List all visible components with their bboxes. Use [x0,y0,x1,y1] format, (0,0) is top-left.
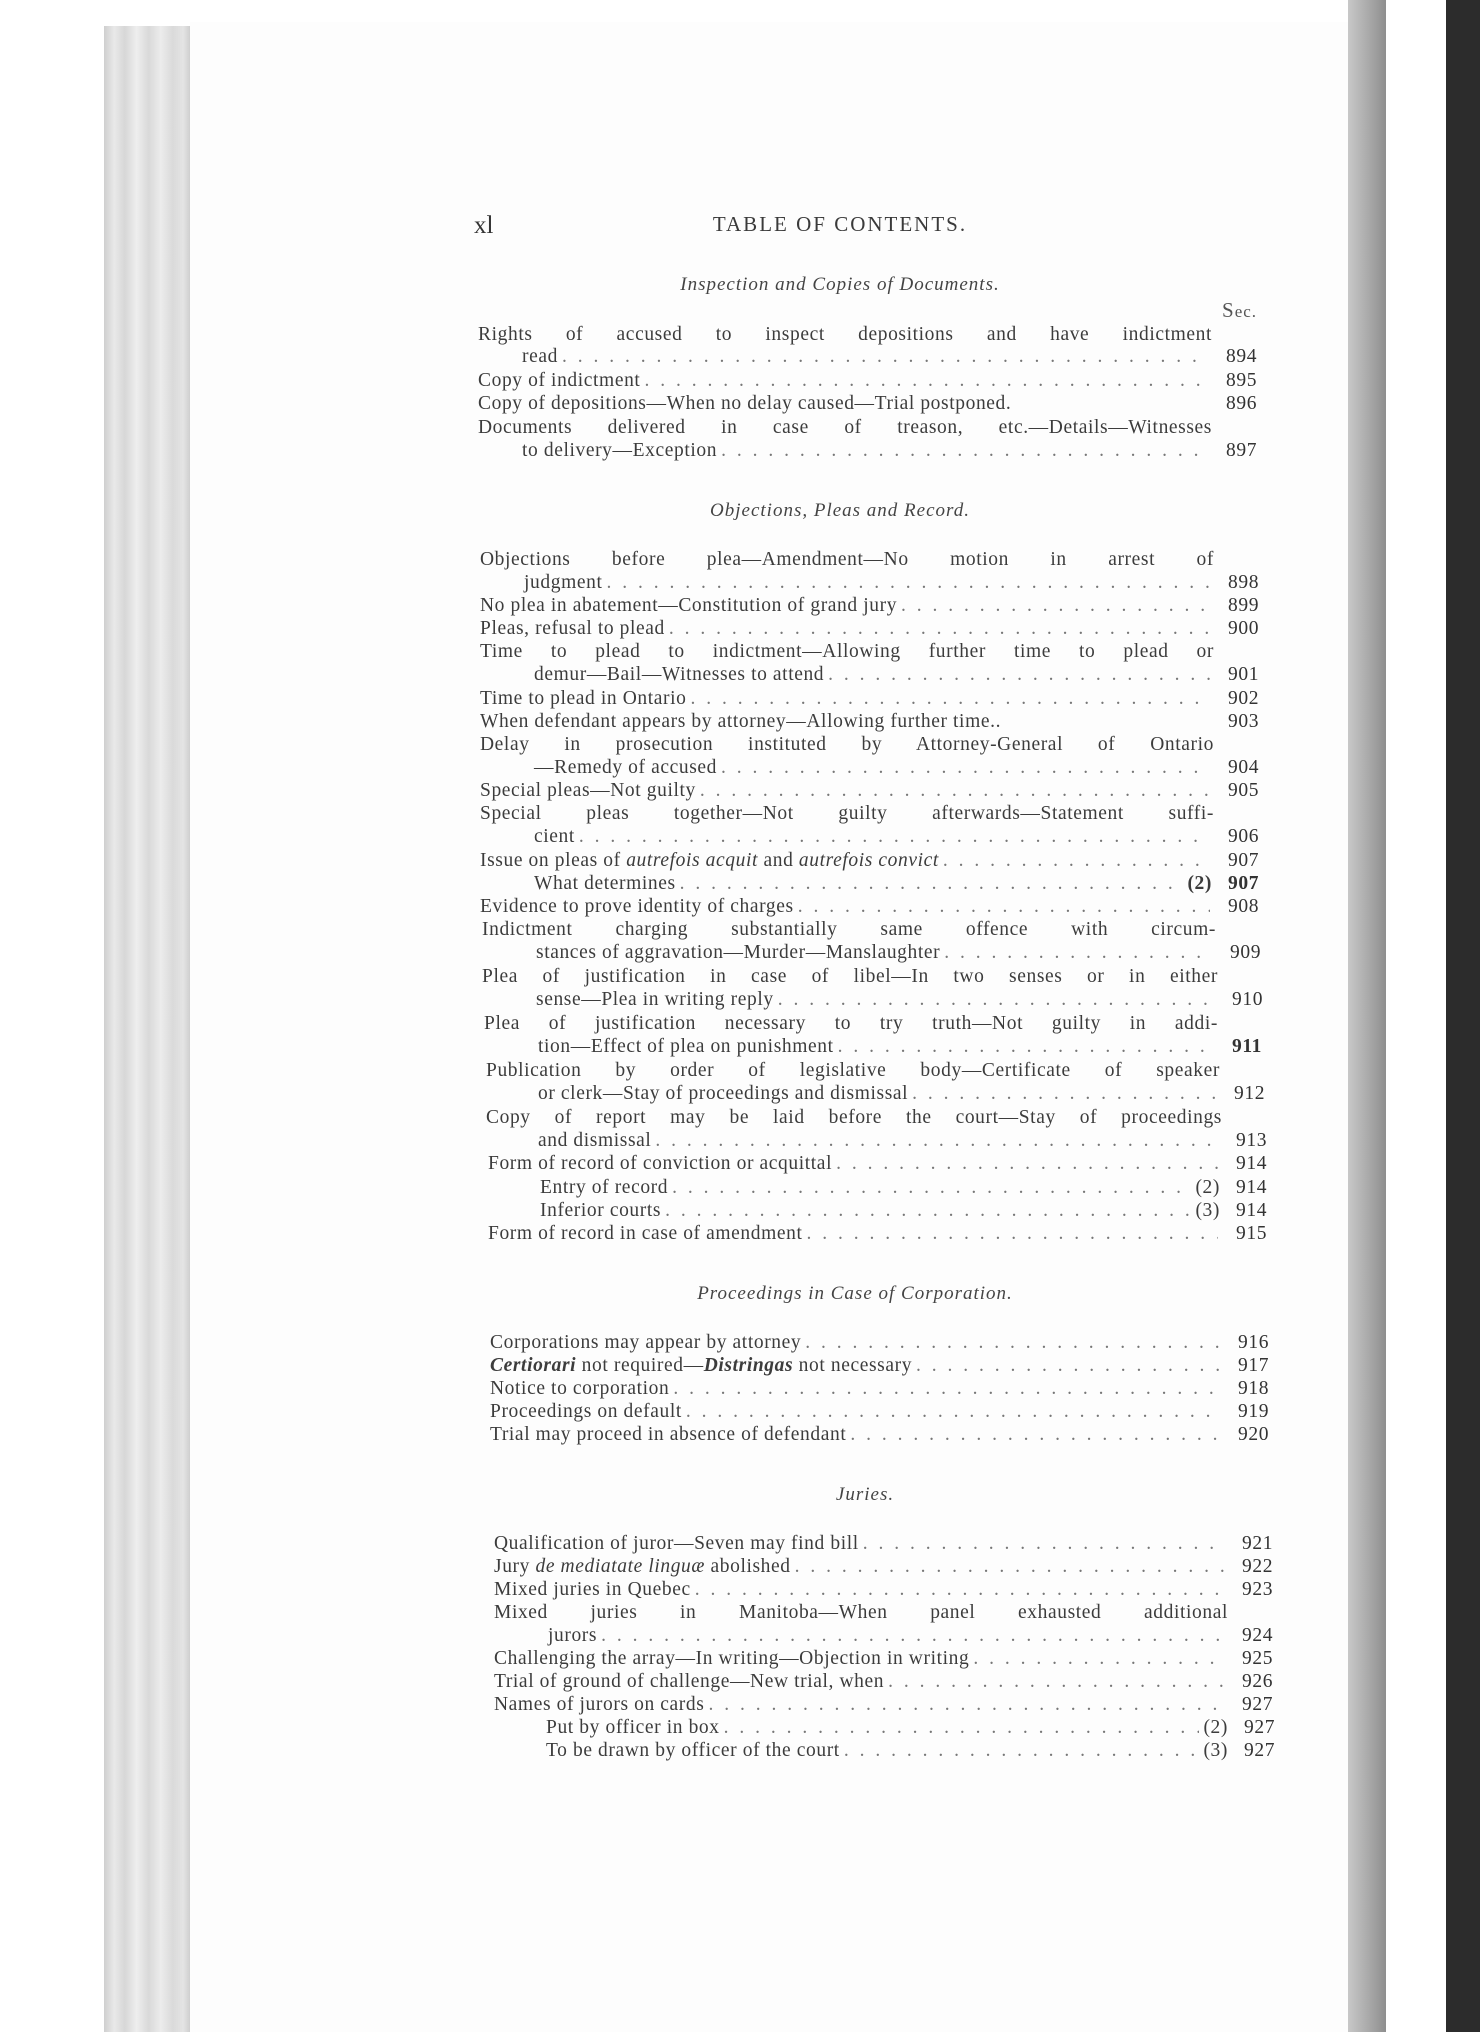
leader-dots [700,780,1210,802]
leader-dots [836,1153,1218,1175]
leader-dots [695,1579,1224,1601]
section-number: 914 [1236,1177,1268,1198]
toc-entry-898[interactable]: judgment . . . 898 [524,572,1214,594]
leader-dots [944,942,1212,964]
toc-entry-904-line1: Delay in prosecution instituted by Attorney-General of Ontario [480,734,1214,755]
section-number: 907 [1228,850,1260,871]
section-number: 922 [1242,1556,1274,1577]
section-number: 918 [1238,1378,1270,1399]
toc-entry-894[interactable]: read . . . 894 [522,346,1212,368]
toc-entry-927-sub3[interactable]: To be drawn by officer of the court . . . (3) 927 [546,1740,1230,1762]
leader-dots [579,826,1210,848]
section-number: 908 [1228,896,1260,917]
toc-entry-910[interactable]: sense—Plea in writing reply . . . 910 [536,989,1218,1011]
leader-dots [606,572,1210,594]
leader-dots [973,1648,1224,1670]
leader-dots [601,1625,1224,1647]
toc-entry-911-line1: Plea of justification necessary to try truth—Not guilty in addi- [484,1013,1218,1034]
section-number: 896 [1226,393,1258,414]
toc-entry-895[interactable]: Copy of indictment . . . 895 [478,370,1212,392]
section-number: 906 [1228,826,1260,847]
toc-entry-907[interactable]: Issue on pleas of autrefois acquit and autrefois convict . . . 907 [480,850,1214,872]
toc-entry-918[interactable]: Notice to corporation . . . 918 [490,1378,1224,1400]
section-number: 921 [1242,1533,1274,1554]
section-number: 912 [1234,1083,1266,1104]
toc-entry-898-line1: Objections before plea—Amendment—No motion in arrest of [480,549,1214,570]
toc-entry-927[interactable]: Names of jurors on cards . . . 927 [494,1694,1228,1716]
section-title-inspection: Inspection and Copies of Documents. [680,274,1000,295]
section-number: 910 [1232,989,1264,1010]
section-number: 901 [1228,664,1260,685]
leader-dots [655,1130,1218,1152]
toc-entry-913[interactable]: and dismissal . . . 913 [538,1130,1222,1152]
section-title-objections: Objections, Pleas and Record. [710,500,970,521]
toc-entry-923[interactable]: Mixed juries in Quebec . . . 923 [494,1579,1228,1601]
leader-dots [912,1083,1216,1105]
leader-dots [708,1694,1224,1716]
leader-dots [691,688,1211,710]
toc-entry-922[interactable]: Jury de mediatate linguæ abolished . . . 922 [494,1556,1228,1578]
scan-margin-right [1386,0,1446,2032]
toc-entry-897-line1: Documents delivered in case of treason, etc.—Details—Witnesses [478,417,1212,438]
section-number: 905 [1228,780,1260,801]
section-number: 902 [1228,688,1260,709]
toc-entry-909-line1: Indictment charging substantially same offence with circum- [482,919,1216,940]
leader-dots [644,370,1208,392]
section-number: 923 [1242,1579,1274,1600]
toc-entry-924-line1: Mixed juries in Manitoba—When panel exhausted additional [494,1602,1228,1623]
toc-entry-927-sub2[interactable]: Put by officer in box . . . (2) 927 [546,1717,1230,1739]
leader-dots [686,1401,1220,1423]
toc-entry-926[interactable]: Trial of ground of challenge—New trial, when . . . 926 [494,1671,1228,1693]
leader-dots [850,1424,1220,1446]
section-number: 913 [1236,1130,1268,1151]
leader-dots [665,1200,1191,1222]
toc-entry-907-sub2[interactable]: What determines . . . (2) 907 [534,873,1214,895]
toc-entry-910-line1: Plea of justification in case of libel—In two senses or in either [482,966,1218,987]
section-number: 915 [1236,1223,1268,1244]
leader-dots [888,1671,1224,1693]
leader-dots [680,873,1184,895]
toc-entry-896[interactable]: Copy of depositions—When no delay caused—Trial postponed. 896 [478,393,1212,415]
scan-border-right [1446,0,1480,2032]
section-number: 917 [1238,1355,1270,1376]
toc-entry-894-line1: Rights of accused to inspect depositions and have indictment [478,324,1212,345]
section-number: 927 [1244,1717,1276,1738]
section-column-label: Sec. [1222,298,1258,322]
section-number: 900 [1228,618,1260,639]
page-gutter-shadow [1348,0,1386,2032]
scan-margin-left [0,0,104,2032]
leader-dots [721,440,1208,462]
leader-dots [844,1740,1200,1762]
section-number: 925 [1242,1648,1274,1669]
leader-dots [778,989,1214,1011]
toc-entry-916[interactable]: Corporations may appear by attorney . . . 916 [490,1332,1224,1354]
leader-dots [669,618,1210,640]
toc-entry-903[interactable]: When defendant appears by attorney—Allowing further time.. 903 [480,711,1214,733]
section-number: 899 [1228,595,1260,616]
section-number: 909 [1230,942,1262,963]
section-number: 898 [1228,572,1260,593]
toc-entry-899[interactable]: No plea in abatement—Constitution of grand jury . . . 899 [480,595,1214,617]
leader-dots [724,1717,1200,1739]
toc-entry-924[interactable]: jurors . . . 924 [548,1625,1228,1647]
toc-entry-915[interactable]: Form of record in case of amendment . . . 915 [488,1223,1222,1245]
leader-dots [721,757,1210,779]
leader-dots [806,1223,1218,1245]
section-number: 926 [1242,1671,1274,1692]
toc-entry-902[interactable]: Time to plead in Ontario . . . 902 [480,688,1214,710]
running-title: TABLE OF CONTENTS. [712,212,968,236]
leader-dots [672,1177,1191,1199]
book-page-edges [104,26,190,2032]
section-number: 911 [1232,1036,1262,1057]
toc-entry-917[interactable]: Certiorari not required—Distringas not necessary . . . 917 [490,1355,1224,1377]
toc-entry-920[interactable]: Trial may proceed in absence of defendant . . . 920 [490,1424,1224,1446]
leader-dots [838,1036,1214,1058]
toc-entry-901[interactable]: demur—Bail—Witnesses to attend . . . 901 [534,664,1214,686]
toc-entry-914[interactable]: Form of record of conviction or acquittal . . . 914 [488,1153,1222,1175]
section-number: 904 [1228,757,1260,778]
toc-entry-897[interactable]: to delivery—Exception . . . 897 [522,440,1212,462]
section-number: 894 [1226,346,1258,367]
leader-dots [805,1332,1220,1354]
toc-entry-912[interactable]: or clerk—Stay of proceedings and dismissal . . . 912 [538,1083,1220,1105]
leader-dots [828,664,1210,686]
toc-entry-919[interactable]: Proceedings on default . . . 919 [490,1401,1224,1423]
toc-entry-904[interactable]: —Remedy of accused . . . 904 [534,757,1214,779]
section-number: 907 [1228,873,1260,894]
toc-entry-906-line1: Special pleas together—Not guilty afterwards—Statement suffi- [480,803,1214,824]
toc-entry-909[interactable]: stances of aggravation—Murder—Manslaughter . . . 909 [536,942,1216,964]
toc-entry-908[interactable]: Evidence to prove identity of charges . . . 908 [480,896,1214,918]
leader-dots [916,1355,1220,1377]
section-number: 924 [1242,1625,1274,1646]
leader-dots [901,595,1210,617]
section-number: 927 [1242,1694,1274,1715]
leader-dots [943,850,1210,872]
section-number: 895 [1226,370,1258,391]
leader-dots [795,1556,1224,1578]
page-number: xl [474,212,494,239]
toc-entry-911[interactable]: tion—Effect of plea on punishment . . . 911 [538,1036,1218,1058]
toc-entry-901-line1: Time to plead to indictment—Allowing further time to plead or [480,641,1214,662]
section-number: 919 [1238,1401,1270,1422]
section-number: 914 [1236,1153,1268,1174]
leader-dots [863,1533,1224,1555]
leader-dots [673,1378,1220,1400]
section-number: 897 [1226,440,1258,461]
toc-entry-900[interactable]: Pleas, refusal to plead . . . 900 [480,618,1214,640]
toc-entry-906[interactable]: cient . . . 906 [534,826,1214,848]
toc-entry-905[interactable]: Special pleas—Not guilty . . . 905 [480,780,1214,802]
toc-entry-914-sub3[interactable]: Inferior courts . . . (3) 914 [540,1200,1222,1222]
toc-entry-912-line1: Publication by order of legislative body—Certificate of speaker [486,1060,1220,1081]
section-number: 927 [1244,1740,1276,1761]
section-number: 914 [1236,1200,1268,1221]
leader-dots [562,346,1208,368]
section-title-corporation: Proceedings in Case of Corporation. [697,1283,1013,1304]
toc-entry-921[interactable]: Qualification of juror—Seven may find bill . . . 921 [494,1533,1228,1555]
section-title-juries: Juries. [835,1484,895,1505]
toc-entry-914-sub2[interactable]: Entry of record . . . (2) 914 [540,1177,1222,1199]
section-number: 920 [1238,1424,1270,1445]
section-number: 916 [1238,1332,1270,1353]
section-number: 903 [1228,711,1260,732]
toc-entry-913-line1: Copy of report may be laid before the court—Stay of proceedings [486,1107,1222,1128]
leader-dots [798,896,1210,918]
toc-entry-925[interactable]: Challenging the array—In writing—Objection in writing . . . 925 [494,1648,1228,1670]
